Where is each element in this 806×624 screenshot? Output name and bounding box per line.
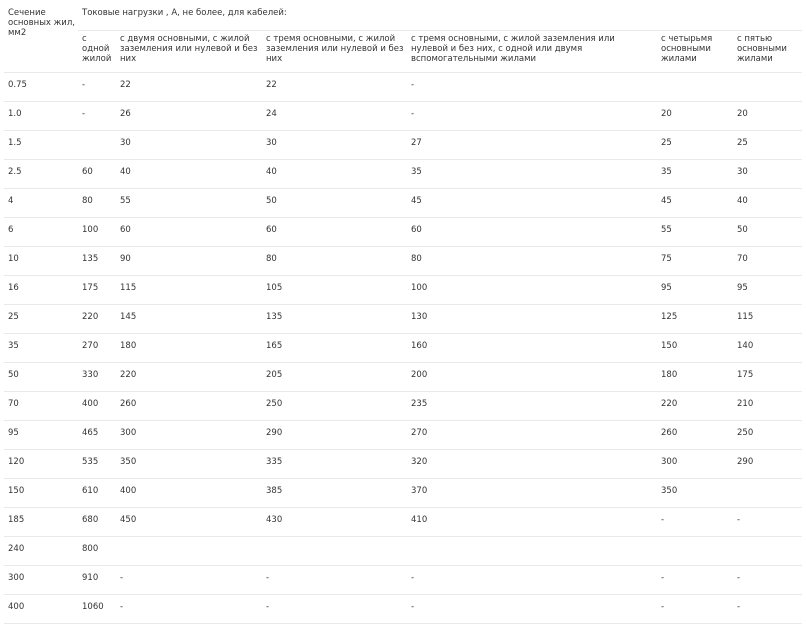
- five-core-cell: 30: [733, 160, 802, 189]
- group-header: Токовые нагрузки , А, не более, для кабелей:: [78, 2, 802, 31]
- five-core-cell: 95: [733, 276, 802, 305]
- three-core-aux-cell: 80: [407, 247, 657, 276]
- single-core-cell: 135: [78, 247, 116, 276]
- cross-section-cell: 16: [4, 276, 78, 305]
- three-core-aux-cell: 270: [407, 421, 657, 450]
- four-core-cell: 350: [657, 479, 733, 508]
- five-core-cell: [733, 73, 802, 102]
- three-core-aux-cell: -: [407, 566, 657, 595]
- two-core-cell: 300: [116, 421, 262, 450]
- four-core-cell: -: [657, 566, 733, 595]
- cross-section-cell: 1.5: [4, 131, 78, 160]
- four-core-cell: 55: [657, 218, 733, 247]
- header-row-1: [4, 2, 802, 31]
- two-core-cell: 220: [116, 363, 262, 392]
- three-core-aux-cell: -: [407, 595, 657, 624]
- table-row: [4, 421, 802, 450]
- column-header-three-core: с тремя основными, с жилой заземления или нулевой и без них: [262, 31, 407, 73]
- cross-section-cell: 95: [4, 421, 78, 450]
- five-core-cell: 175: [733, 363, 802, 392]
- table-row: [4, 276, 802, 305]
- table-row: [4, 102, 802, 131]
- table-body: [4, 73, 802, 624]
- table-row: [4, 218, 802, 247]
- single-core-cell: 270: [78, 334, 116, 363]
- three-core-cell: 80: [262, 247, 407, 276]
- three-core-cell: -: [262, 595, 407, 624]
- two-core-cell: 260: [116, 392, 262, 421]
- two-core-cell: 350: [116, 450, 262, 479]
- four-core-cell: 75: [657, 247, 733, 276]
- cross-section-cell: 70: [4, 392, 78, 421]
- cross-section-cell: 10: [4, 247, 78, 276]
- three-core-cell: 430: [262, 508, 407, 537]
- three-core-cell: 290: [262, 421, 407, 450]
- two-core-cell: 55: [116, 189, 262, 218]
- single-core-cell: -: [78, 102, 116, 131]
- three-core-cell: 60: [262, 218, 407, 247]
- three-core-cell: 24: [262, 102, 407, 131]
- cross-section-cell: 6: [4, 218, 78, 247]
- single-core-cell: 680: [78, 508, 116, 537]
- four-core-cell: [657, 537, 733, 566]
- cross-section-cell: 1.0: [4, 102, 78, 131]
- three-core-cell: 30: [262, 131, 407, 160]
- four-core-cell: -: [657, 508, 733, 537]
- table-row: [4, 160, 802, 189]
- table-row: [4, 73, 802, 102]
- three-core-aux-cell: 100: [407, 276, 657, 305]
- two-core-cell: 40: [116, 160, 262, 189]
- five-core-cell: 40: [733, 189, 802, 218]
- three-core-aux-cell: -: [407, 73, 657, 102]
- three-core-cell: 250: [262, 392, 407, 421]
- two-core-cell: 26: [116, 102, 262, 131]
- column-header-single-core: с одной жилой: [78, 31, 116, 73]
- cross-section-cell: 400: [4, 595, 78, 624]
- cross-section-cell: 2.5: [4, 160, 78, 189]
- three-core-cell: 50: [262, 189, 407, 218]
- three-core-aux-cell: 200: [407, 363, 657, 392]
- single-core-cell: 60: [78, 160, 116, 189]
- four-core-cell: 95: [657, 276, 733, 305]
- table-row: [4, 363, 802, 392]
- five-core-cell: 115: [733, 305, 802, 334]
- single-core-cell: 330: [78, 363, 116, 392]
- five-core-cell: [733, 537, 802, 566]
- five-core-cell: 140: [733, 334, 802, 363]
- three-core-aux-cell: 35: [407, 160, 657, 189]
- three-core-cell: 135: [262, 305, 407, 334]
- four-core-cell: 220: [657, 392, 733, 421]
- three-core-cell: [262, 537, 407, 566]
- single-core-cell: 1060: [78, 595, 116, 624]
- four-core-cell: 150: [657, 334, 733, 363]
- table-row: [4, 508, 802, 537]
- cross-section-cell: 300: [4, 566, 78, 595]
- three-core-aux-cell: 370: [407, 479, 657, 508]
- header-row-2: [4, 31, 802, 73]
- three-core-cell: 105: [262, 276, 407, 305]
- two-core-cell: 180: [116, 334, 262, 363]
- single-core-cell: 910: [78, 566, 116, 595]
- two-core-cell: 60: [116, 218, 262, 247]
- table-row: [4, 595, 802, 624]
- cross-section-cell: 240: [4, 537, 78, 566]
- single-core-cell: 80: [78, 189, 116, 218]
- table-row: [4, 450, 802, 479]
- three-core-cell: 205: [262, 363, 407, 392]
- cross-section-cell: 50: [4, 363, 78, 392]
- five-core-cell: 250: [733, 421, 802, 450]
- three-core-aux-cell: [407, 537, 657, 566]
- cross-section-cell: 120: [4, 450, 78, 479]
- five-core-cell: -: [733, 595, 802, 624]
- two-core-cell: 145: [116, 305, 262, 334]
- two-core-cell: -: [116, 566, 262, 595]
- four-core-cell: 25: [657, 131, 733, 160]
- three-core-cell: 165: [262, 334, 407, 363]
- four-core-cell: 180: [657, 363, 733, 392]
- column-header-five-core: с пятью основными жилами: [733, 31, 802, 73]
- cross-section-cell: 25: [4, 305, 78, 334]
- single-core-cell: -: [78, 73, 116, 102]
- two-core-cell: 90: [116, 247, 262, 276]
- column-header-three-core-aux: с тремя основными, с жилой заземления или нулевой и без них, с одной или двумя вспомогательными жилами: [407, 31, 657, 73]
- table-row: [4, 247, 802, 276]
- five-core-cell: 210: [733, 392, 802, 421]
- three-core-aux-cell: 410: [407, 508, 657, 537]
- column-header-four-core: с четырьмя основными жилами: [657, 31, 733, 73]
- table-row: [4, 392, 802, 421]
- single-core-cell: 100: [78, 218, 116, 247]
- three-core-aux-cell: 160: [407, 334, 657, 363]
- three-core-cell: -: [262, 566, 407, 595]
- five-core-cell: 25: [733, 131, 802, 160]
- two-core-cell: [116, 537, 262, 566]
- two-core-cell: 22: [116, 73, 262, 102]
- three-core-cell: 385: [262, 479, 407, 508]
- single-core-cell: [78, 131, 116, 160]
- four-core-cell: 125: [657, 305, 733, 334]
- three-core-cell: 335: [262, 450, 407, 479]
- two-core-cell: 400: [116, 479, 262, 508]
- single-core-cell: 800: [78, 537, 116, 566]
- three-core-aux-cell: 45: [407, 189, 657, 218]
- two-core-cell: 30: [116, 131, 262, 160]
- five-core-cell: 50: [733, 218, 802, 247]
- four-core-cell: 45: [657, 189, 733, 218]
- three-core-cell: 40: [262, 160, 407, 189]
- three-core-aux-cell: 60: [407, 218, 657, 247]
- column-header-two-core: с двумя основными, с жилой заземления или нулевой и без них: [116, 31, 262, 73]
- four-core-cell: 35: [657, 160, 733, 189]
- single-core-cell: 610: [78, 479, 116, 508]
- cross-section-cell: 185: [4, 508, 78, 537]
- two-core-cell: -: [116, 595, 262, 624]
- single-core-cell: 535: [78, 450, 116, 479]
- current-load-table: [4, 2, 802, 624]
- four-core-cell: [657, 73, 733, 102]
- three-core-aux-cell: 27: [407, 131, 657, 160]
- five-core-cell: [733, 479, 802, 508]
- single-core-cell: 220: [78, 305, 116, 334]
- five-core-cell: 70: [733, 247, 802, 276]
- two-core-cell: 115: [116, 276, 262, 305]
- section-header: Сечение основных жил, мм2: [4, 2, 78, 73]
- three-core-aux-cell: 235: [407, 392, 657, 421]
- five-core-cell: 290: [733, 450, 802, 479]
- single-core-cell: 400: [78, 392, 116, 421]
- five-core-cell: -: [733, 508, 802, 537]
- cross-section-cell: 35: [4, 334, 78, 363]
- four-core-cell: 20: [657, 102, 733, 131]
- three-core-aux-cell: 130: [407, 305, 657, 334]
- cross-section-cell: 0.75: [4, 73, 78, 102]
- two-core-cell: 450: [116, 508, 262, 537]
- table-row: [4, 334, 802, 363]
- three-core-aux-cell: -: [407, 102, 657, 131]
- cross-section-cell: 150: [4, 479, 78, 508]
- single-core-cell: 175: [78, 276, 116, 305]
- three-core-aux-cell: 320: [407, 450, 657, 479]
- four-core-cell: 300: [657, 450, 733, 479]
- table-row: [4, 537, 802, 566]
- five-core-cell: -: [733, 566, 802, 595]
- four-core-cell: 260: [657, 421, 733, 450]
- table-row: [4, 566, 802, 595]
- table-row: [4, 479, 802, 508]
- single-core-cell: 465: [78, 421, 116, 450]
- table-row: [4, 189, 802, 218]
- three-core-cell: 22: [262, 73, 407, 102]
- five-core-cell: 20: [733, 102, 802, 131]
- table-row: [4, 131, 802, 160]
- table-row: [4, 305, 802, 334]
- four-core-cell: -: [657, 595, 733, 624]
- cross-section-cell: 4: [4, 189, 78, 218]
